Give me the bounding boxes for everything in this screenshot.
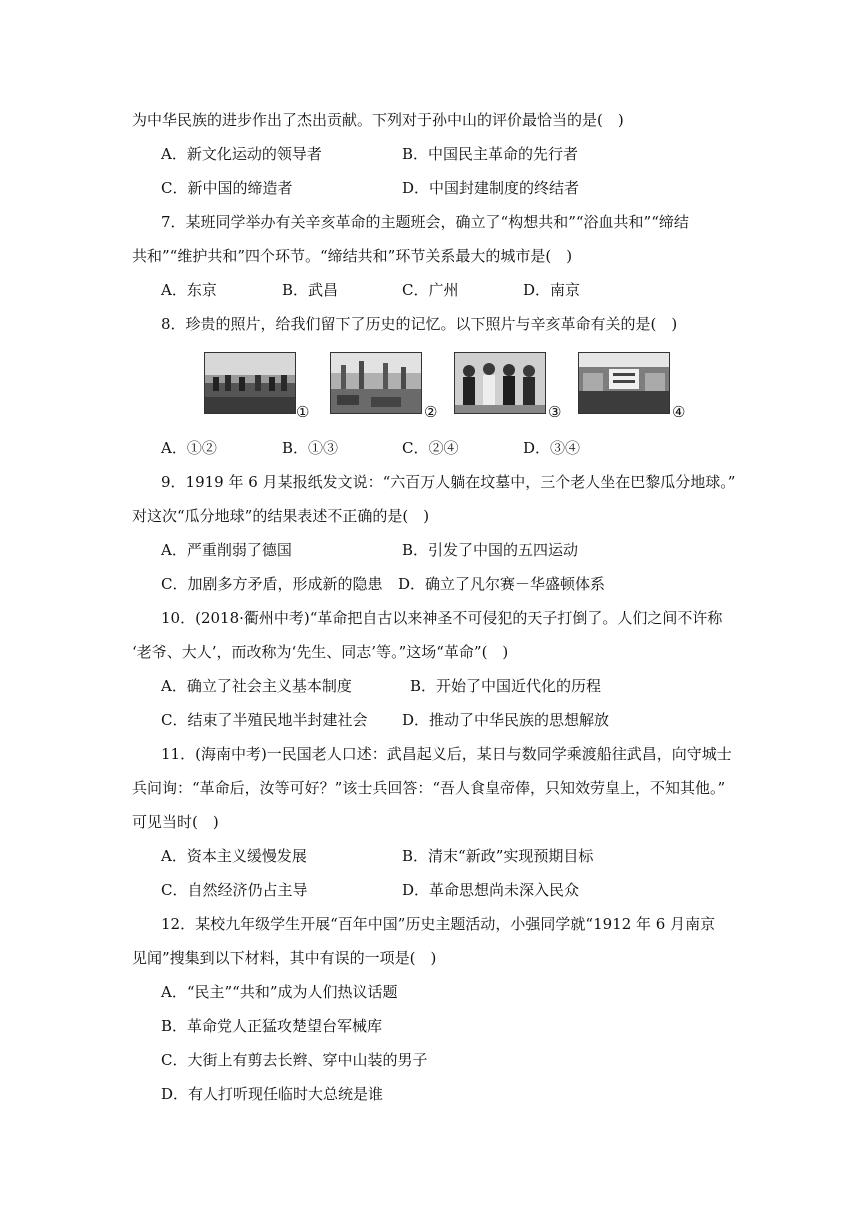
q8-option-b[interactable]: B．①③ (282, 439, 339, 457)
q8-option-d[interactable]: D．③④ (523, 439, 581, 457)
q8-option-a[interactable]: A．①② (161, 439, 217, 457)
q12-option-c[interactable]: C．大街上有剪去长辫、穿中山装的男子 (161, 1051, 428, 1069)
q10-option-a[interactable]: A．确立了社会主义基本制度 (161, 677, 352, 695)
q6-option-a[interactable]: A．新文化运动的领导者 (161, 145, 322, 163)
q10-option-b[interactable]: B．开始了中国近代化的历程 (410, 677, 602, 695)
q12-stem-line1: 12．某校九年级学生开展“百年中国”历史主题活动，小强同学就“1912 年 6 月南京 (161, 915, 716, 933)
q10-option-c[interactable]: C．结束了半殖民地半封建社会 (161, 711, 368, 729)
q12-option-d[interactable]: D．有人打听现任临时大总统是谁 (161, 1085, 384, 1103)
q10-option-d[interactable]: D．推动了中华民族的思想解放 (402, 711, 610, 729)
photo-2-label: ② (424, 403, 438, 421)
q9-option-d[interactable]: D．确立了凡尔赛－华盛顿体系 (398, 575, 606, 593)
q11-stem-line2: 兵问询：“革命后，汝等可好？”该士兵回答：“吾人食皇帝俸，只知效劳皇上，不知其他。” (132, 779, 726, 797)
photo-4-label: ④ (672, 403, 686, 421)
q9-option-c[interactable]: C．加剧多方矛盾，形成新的隐患 (161, 575, 383, 593)
q6-stem: 为中华民族的进步作出了杰出贡献。下列对于孙中山的评价最恰当的是( ) (132, 111, 624, 129)
q8-option-c[interactable]: C．②④ (402, 439, 459, 457)
q10-stem-line1: 10．(2018·衢州中考)“革命把自古以来神圣不可侵犯的天子打倒了。人们之间不许称 (161, 609, 723, 627)
q9-option-a[interactable]: A．严重削弱了德国 (161, 541, 292, 559)
q7-option-c[interactable]: C．广州 (402, 281, 459, 299)
q11-option-b[interactable]: B．清末“新政”实现预期目标 (402, 847, 594, 865)
q11-option-a[interactable]: A．资本主义缓慢发展 (161, 847, 307, 865)
q9-stem-line2: 对这次“瓜分地球”的结果表述不正确的是( ) (132, 507, 430, 525)
q8-stem: 8．珍贵的照片，给我们留下了历史的记忆。以下照片与辛亥革命有关的是( ) (161, 315, 678, 333)
q7-stem-line1: 7．某班同学举办有关辛亥革命的主题班会，确立了“构想共和”“浴血共和”“缔结 (161, 213, 689, 231)
q7-option-b[interactable]: B．武昌 (282, 281, 339, 299)
q12-stem-line2: 见闻”搜集到以下材料，其中有误的一项是( ) (132, 949, 437, 967)
photo-3 (454, 352, 546, 414)
q11-stem-line1: 11．(海南中考)一民国老人口述：武昌起义后，某日与数同学乘渡船往武昌，向守城士 (161, 745, 732, 763)
q6-option-b[interactable]: B．中国民主革命的先行者 (402, 145, 579, 163)
q11-option-d[interactable]: D．革命思想尚未深入民众 (402, 881, 580, 899)
q7-option-d[interactable]: D．南京 (523, 281, 581, 299)
q11-option-c[interactable]: C．自然经济仍占主导 (161, 881, 308, 899)
q9-option-b[interactable]: B．引发了中国的五四运动 (402, 541, 579, 559)
photo-1-label: ① (296, 403, 310, 421)
q6-option-c[interactable]: C．新中国的缔造者 (161, 179, 293, 197)
photo-1 (204, 352, 296, 414)
q10-stem-line2: ‘老爷、大人’，而改称为‘先生、同志’等。”这场“革命”( ) (132, 643, 509, 661)
q11-stem-line3: 可见当时( ) (132, 813, 219, 831)
photo-4 (578, 352, 670, 414)
q12-option-b[interactable]: B．革命党人正猛攻楚望台军械库 (161, 1017, 383, 1035)
q6-option-d[interactable]: D．中国封建制度的终结者 (402, 179, 580, 197)
q9-stem-line1: 9．1919 年 6 月某报纸发文说：“六百万人躺在坟墓中，三个老人坐在巴黎瓜分地球。” (161, 473, 736, 491)
q7-option-a[interactable]: A．东京 (161, 281, 217, 299)
q12-option-a[interactable]: A．“民主”“共和”成为人们热议话题 (161, 983, 398, 1001)
photo-2 (330, 352, 422, 414)
q7-stem-line2: 共和”“维护共和”四个环节。“缔结共和”环节关系最大的城市是( ) (132, 247, 573, 265)
photo-3-label: ③ (548, 403, 562, 421)
